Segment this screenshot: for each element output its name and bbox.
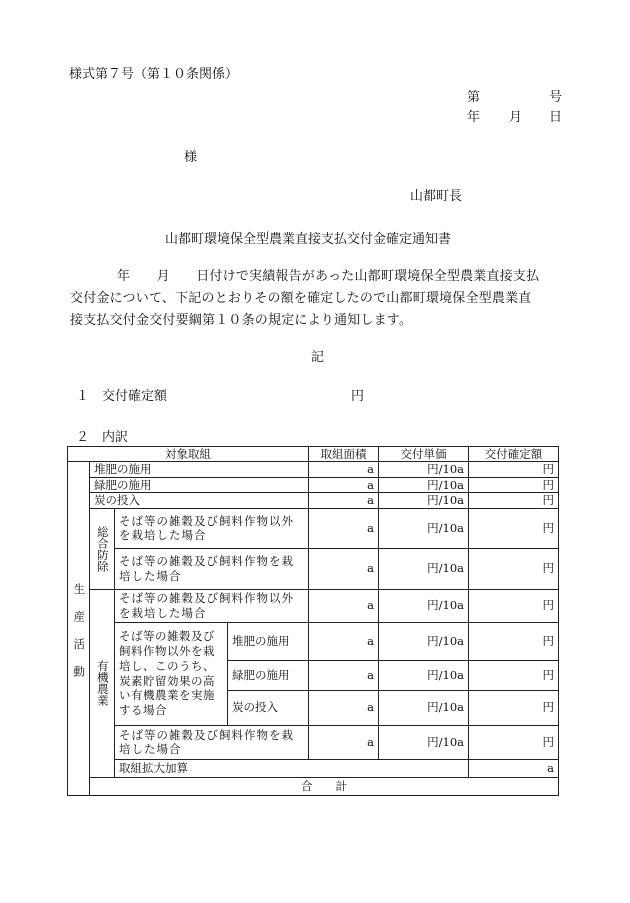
section-1-unit: 円	[351, 389, 365, 404]
row-taihi-label: 堆肥の施用	[90, 462, 309, 477]
row-sogo1-price: 円/10a	[379, 508, 469, 548]
row-sumi-price: 円/10a	[379, 493, 469, 508]
group-seisan-katsudo: 生産活動	[68, 462, 90, 795]
doc-number-dai: 第	[467, 90, 481, 105]
body-line-1: 年 月 日付けで実績報告があった山都町環境保全型農業直接支払	[117, 269, 540, 284]
row-yuki2-label: そば等の雑穀及び飼料作物を栽培した場合	[115, 725, 309, 759]
table-total-row	[68, 777, 559, 795]
row-taihi-area: a	[309, 462, 379, 477]
document-title: 山都町環境保全型農業直接支払交付金確定通知書	[165, 232, 452, 247]
row-yuki-ryokuhi-price: 円/10a	[379, 660, 469, 690]
row-yuki-taihi-area: a	[309, 622, 379, 660]
row-sumi-amount: 円	[469, 493, 559, 508]
row-sogo2-label: そば等の雑穀及び飼料作物を栽培した場合	[115, 548, 309, 589]
header-area: 取組面積	[309, 447, 379, 462]
row-yuki-ryokuhi-label: 緑肥の施用	[228, 660, 309, 690]
header-unit-price: 交付単価	[379, 447, 469, 462]
row-sogo2-price: 円/10a	[379, 548, 469, 589]
table-row	[68, 548, 559, 589]
table-row	[68, 462, 559, 477]
table-row	[68, 759, 559, 777]
row-sogo2-amount: 円	[469, 548, 559, 589]
table-row	[68, 493, 559, 508]
breakdown-table	[67, 446, 559, 796]
row-yuki-sumi-label: 炭の投入	[228, 690, 309, 725]
row-kakudai-label: 取組拡大加算	[115, 759, 469, 777]
date-month: 月	[509, 110, 523, 125]
table-row	[68, 725, 559, 759]
row-yuki-taihi-amount: 円	[469, 622, 559, 660]
row-sogo1-area: a	[309, 508, 379, 548]
issuer: 山都町長	[410, 189, 463, 204]
row-yuki-sub-label: そば等の雑穀及び飼料作物以外を栽培し、このうち、炭素貯留効果の高い有機農業を実施する場合	[115, 622, 228, 725]
group-sogo-bojo: 総合防除	[90, 508, 115, 589]
table-row	[68, 508, 559, 548]
row-ryokuhi-amount: 円	[469, 477, 559, 492]
row-yuki-sumi-amount: 円	[469, 690, 559, 725]
row-taihi-amount: 円	[469, 462, 559, 477]
section-1-label: １ 交付確定額	[76, 389, 168, 404]
row-sogo2-area: a	[309, 548, 379, 589]
group-yuki-nogyo: 有機農業	[90, 589, 115, 777]
row-yuki-taihi-price: 円/10a	[379, 622, 469, 660]
row-ryokuhi-label: 緑肥の施用	[90, 477, 309, 492]
row-yuki-sumi-area: a	[309, 690, 379, 725]
table-header-row	[68, 447, 559, 462]
row-yuki2-amount: 円	[469, 725, 559, 759]
table-row	[68, 477, 559, 492]
row-yuki2-price: 円/10a	[379, 725, 469, 759]
row-ryokuhi-price: 円/10a	[379, 477, 469, 492]
row-yuki-ryokuhi-amount: 円	[469, 660, 559, 690]
row-yuki1-label: そば等の雑穀及び飼料作物以外を栽培した場合	[115, 589, 309, 622]
doc-number-go: 号	[549, 90, 563, 105]
row-yuki-taihi-label: 堆肥の施用	[228, 622, 309, 660]
addressee-suffix: 様	[184, 150, 198, 165]
body-line-2: 交付金について、下記のとおりその額を確定したので山都町環境保全型農業直	[70, 291, 532, 306]
row-yuki1-area: a	[309, 589, 379, 622]
row-sumi-area: a	[309, 493, 379, 508]
header-amount: 交付確定額	[469, 447, 559, 462]
row-sogo1-label: そば等の雑穀及び飼料作物以外を栽培した場合	[115, 508, 309, 548]
header-target: 対象取組	[68, 447, 309, 462]
date-year: 年	[467, 110, 481, 125]
ki-mark: 記	[311, 350, 325, 365]
section-2-label: ２ 内訳	[76, 430, 129, 445]
row-sumi-label: 炭の投入	[90, 493, 309, 508]
row-yuki-ryokuhi-area: a	[309, 660, 379, 690]
row-yuki1-amount: 円	[469, 589, 559, 622]
row-sogo1-amount: 円	[469, 508, 559, 548]
row-yuki1-price: 円/10a	[379, 589, 469, 622]
form-id: 様式第７号（第１０条関係）	[69, 67, 239, 82]
row-yuki-sumi-price: 円/10a	[379, 690, 469, 725]
row-kakudai-area: a	[469, 759, 559, 777]
date-day: 日	[549, 110, 563, 125]
row-ryokuhi-area: a	[309, 477, 379, 492]
table-row	[68, 589, 559, 622]
row-taihi-price: 円/10a	[379, 462, 469, 477]
row-total-label: 合 計	[90, 777, 559, 795]
row-yuki2-area: a	[309, 725, 379, 759]
body-line-3: 接支払交付金交付要綱第１０条の規定により通知します。	[70, 313, 413, 328]
table-row	[68, 622, 559, 660]
